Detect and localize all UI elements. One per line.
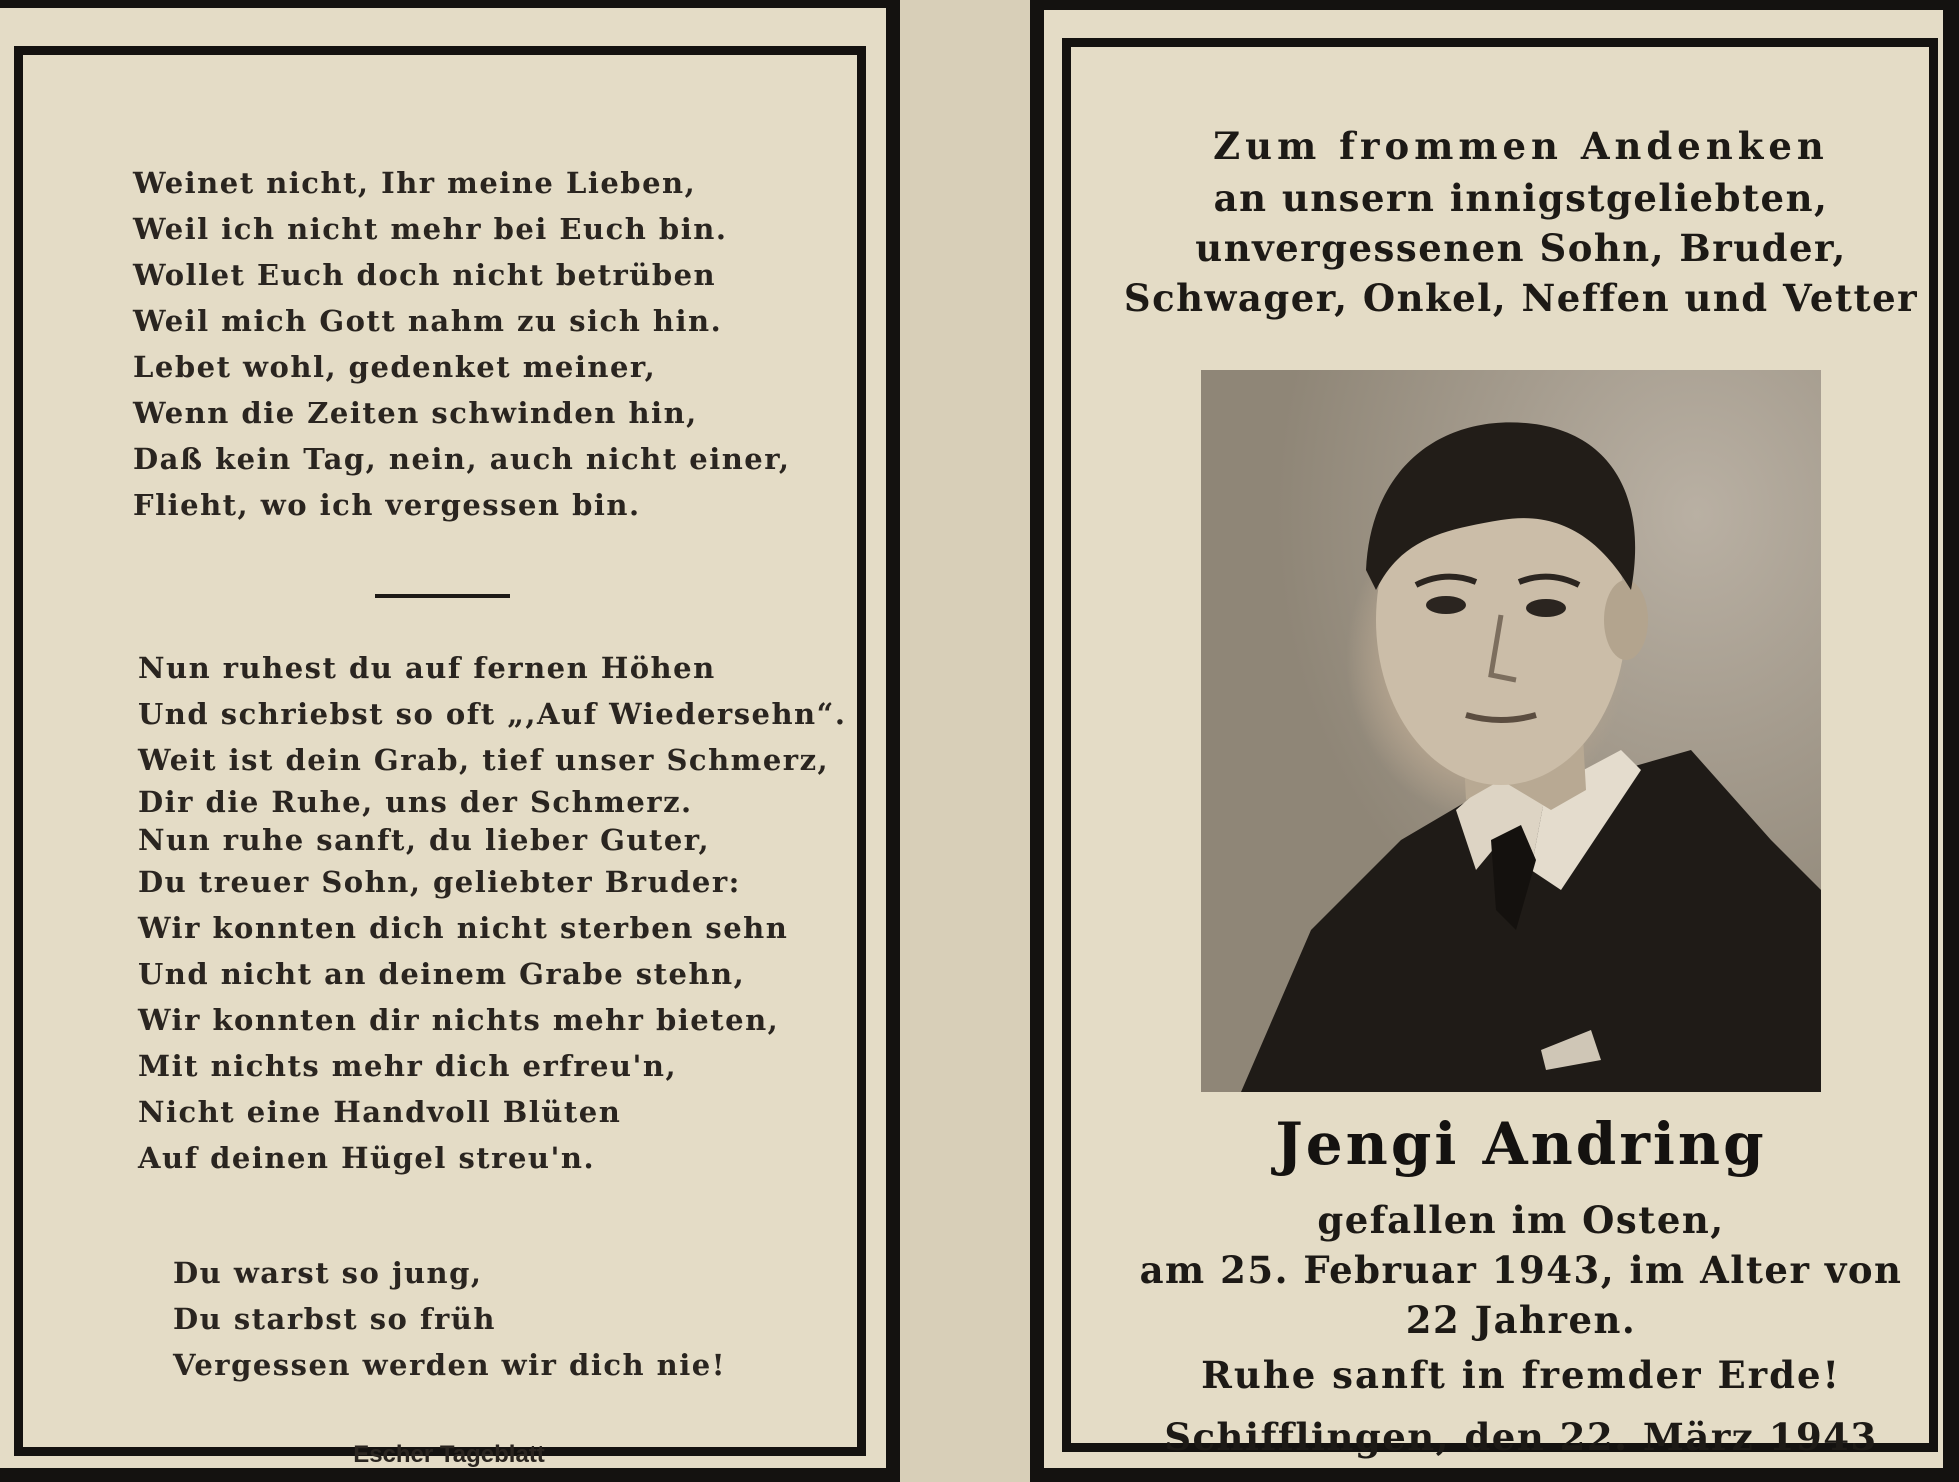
heading-line: an unsern innigstgeliebten, (1213, 176, 1829, 220)
poem-line: Nun ruhe sanft, du lieber Guter, (138, 823, 711, 857)
right-card-frame (1062, 38, 1938, 1459)
memorial-title: Zum frommen Andenken (1213, 124, 1829, 168)
poem-line: Mit nichts mehr dich erfreu'n, (138, 1049, 678, 1083)
poem-first-stanza (133, 160, 791, 528)
poem-line: Wollet Euch doch nicht betrüben (133, 258, 717, 292)
poem-line: Du warst so jung, (173, 1256, 483, 1290)
poem-line: Und schriebst so oft „,Auf Wiedersehn“. (138, 697, 847, 731)
left-card-frame (14, 46, 866, 1468)
poem-line: Weil mich Gott nahm zu sich hin. (133, 304, 723, 338)
poem-line: Weinet nicht, Ihr meine Lieben, (133, 166, 697, 200)
publisher-imprint: Escher Tageblatt (353, 1441, 545, 1468)
poem-line: Weil ich nicht mehr bei Euch bin. (133, 212, 728, 246)
portrait-illustration (1201, 370, 1821, 1092)
poem-line: Flieht, wo ich vergessen bin. (133, 488, 641, 522)
memorial-heading (1071, 119, 1959, 323)
details-line: 22 Jahren. (1405, 1298, 1637, 1342)
poem-third-stanza (173, 1250, 726, 1388)
poem-line: Dir die Ruhe, uns der Schmerz. (138, 785, 693, 819)
place-and-date: Schifflingen, den 22. März 1943 (1164, 1415, 1878, 1459)
poem-line: Wir konnten dich nicht sterben sehn (138, 911, 789, 945)
portrait-photo (1201, 370, 1821, 1092)
right-memorial-card (1030, 0, 1959, 1482)
poem-line: Du starbst so früh (173, 1302, 496, 1336)
farewell-line: Ruhe sanft in fremder Erde! (1201, 1353, 1841, 1397)
poem-line: Weit ist dein Grab, tief unser Schmerz, (138, 743, 830, 777)
poem-line: Vergessen werden wir dich nie! (173, 1348, 726, 1382)
details-line: am 25. Februar 1943, im Alter von (1139, 1248, 1903, 1292)
deceased-name: Jengi Andring (1275, 1110, 1767, 1178)
poem-line: Und nicht an deinem Grabe stehn, (138, 957, 746, 991)
left-memorial-card (0, 0, 900, 1482)
poem-line: Nun ruhest du auf fernen Höhen (138, 651, 716, 685)
details-line: gefallen im Osten, (1317, 1198, 1725, 1242)
poem-line: Auf deinen Hügel streu'n. (138, 1141, 596, 1175)
poem-line: Lebet wohl, gedenket meiner, (133, 350, 657, 384)
poem-line: Nicht eine Handvoll Blüten (138, 1095, 622, 1129)
poem-second-stanza (138, 645, 846, 1181)
death-details (1071, 1195, 1959, 1345)
poem-line: Du treuer Sohn, geliebter Bruder: (138, 865, 741, 899)
heading-line: Schwager, Onkel, Neffen und Vetter (1123, 276, 1919, 320)
poem-line: Daß kein Tag, nein, auch nicht einer, (133, 442, 791, 476)
heading-line: unvergessenen Sohn, Bruder, (1195, 226, 1847, 270)
poem-line: Wenn die Zeiten schwinden hin, (133, 396, 698, 430)
stanza-divider (375, 594, 510, 598)
poem-line: Wir konnten dir nichts mehr bieten, (138, 1003, 780, 1037)
